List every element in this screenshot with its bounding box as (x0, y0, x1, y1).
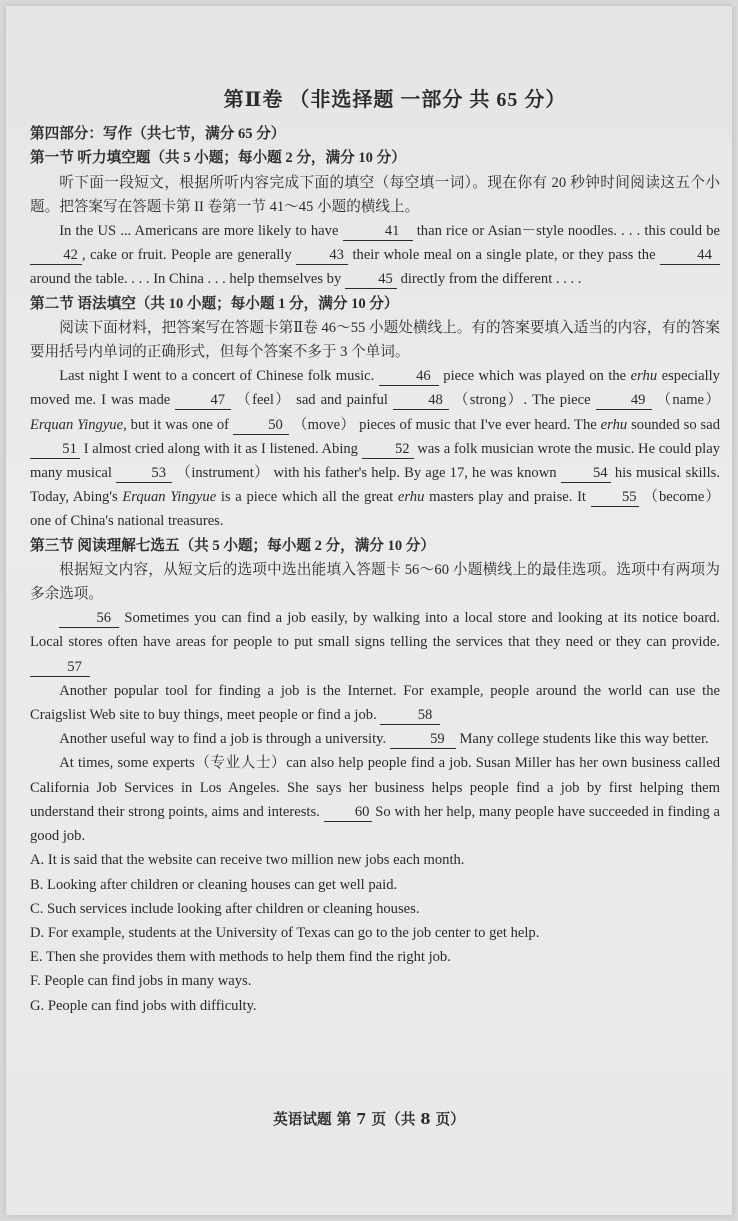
section2-passage (30, 364, 720, 533)
page-content (30, 88, 720, 1018)
blank-44[interactable]: 44 (660, 246, 720, 265)
blank-50[interactable]: 50 (233, 416, 289, 435)
blank-56[interactable]: 56 (59, 609, 119, 628)
blank-60[interactable]: 60 (324, 803, 372, 822)
passage-text: （instrument） with his father's help. By age 17, he was known (176, 465, 557, 482)
section2-instructions: 阅读下面材料，把答案写在答题卡第Ⅱ卷 46～55 小题处横线上。有的答案要填入适当的内容，有的答案要用括号内单词的正确形式，但每个答案不多于 3 个单词。 (30, 319, 720, 361)
passage-text: （move） pieces of music that I've ever heard. The (292, 416, 597, 433)
passage-text: I almost cried along with it as I listened. Abing (83, 440, 358, 457)
option-g[interactable]: G. People can find jobs with difficulty. (30, 997, 257, 1014)
passage-text: At times, some experts（专业人士）can also help people find a job. Susan Miller has her own business called California Job Services in Los Angeles. She says her business helps people find a job by first helping them understand their strong points, aims and interests. (30, 755, 720, 820)
section1-passage (30, 219, 720, 292)
blank-55[interactable]: 55 (591, 488, 639, 507)
section1-instructions: 听下面一段短文，根据所听内容完成下面的填空（每空填一词）。现在你有 20 秒钟时间阅读这五个小题。把答案写在答题卡第 II 卷第一节 41～45 小题的横线上。 (30, 174, 720, 215)
passage-text: （strong）. The piece (453, 392, 591, 409)
blank-54[interactable]: 54 (561, 464, 611, 483)
option-e[interactable]: E. Then she provides them with methods to help them find the right job. (30, 949, 451, 966)
blank-46[interactable]: 46 (379, 367, 439, 386)
section3-paragraph-1 (30, 606, 720, 679)
term-erhu: erhu (630, 368, 658, 385)
passage-text: around the table. . . . In China . . . help themselves by (30, 271, 342, 288)
option-a[interactable]: A. It is said that the website can receive two million new jobs each month. (30, 852, 465, 869)
passage-text: was a folk musician wrote the music. He could play many musical (30, 440, 720, 482)
blank-41[interactable]: 41 (343, 222, 413, 241)
passage-text: （feel） sad and painful (236, 392, 388, 409)
term-erhu: erhu (600, 416, 628, 433)
blank-53[interactable]: 53 (116, 464, 172, 483)
term-erquan-yingyue: Erquan Yingyue (30, 416, 124, 433)
blank-52[interactable]: 52 (362, 440, 414, 459)
part4-heading: 第四部分：写作（共七节，满分 65 分） (30, 126, 286, 143)
section3-paragraph-3 (30, 727, 720, 751)
passage-text: is a piece which all the great (220, 489, 394, 506)
options-list (30, 848, 720, 1017)
blank-49[interactable]: 49 (596, 391, 652, 410)
passage-text: than rice or Asian－style noodles. . . . this could be (416, 223, 721, 240)
page-footer: 英语试题 第 7 页（共 8 页） (273, 1111, 465, 1128)
passage-text: , cake or fruit. People are generally (82, 247, 292, 264)
blank-43[interactable]: 43 (296, 246, 348, 265)
option-f[interactable]: F. People can find jobs in many ways. (30, 973, 252, 990)
passage-text: So with her help, many people have succeeded in finding a good job. (30, 803, 720, 845)
passage-text: piece which was played on the (443, 368, 627, 385)
blank-58[interactable]: 58 (380, 706, 440, 725)
blank-57[interactable]: 57 (30, 658, 90, 677)
passage-text: Sometimes you can find a job easily, by walking into a local store and looking at its notice board. Local stores often have areas for people to put small signs telling the services that they need or they can provide. (30, 610, 720, 651)
blank-45[interactable]: 45 (345, 270, 397, 289)
passage-text: In the US ... Americans are more likely to have (59, 223, 339, 240)
passage-text: （name） (656, 392, 720, 409)
passage-text: Another useful way to find a job is through a university. (59, 731, 387, 748)
passage-text: masters play and praise. It (429, 489, 586, 506)
passage-text: （become） one of China's national treasures. (30, 489, 720, 530)
option-b[interactable]: B. Looking after children or cleaning houses can get well paid. (30, 876, 398, 893)
option-c[interactable]: C. Such services include looking after children or cleaning houses. (30, 900, 420, 917)
blank-47[interactable]: 47 (175, 391, 231, 410)
blank-48[interactable]: 48 (393, 391, 449, 410)
passage-text: especially moved me. I was made (30, 368, 720, 409)
option-d[interactable]: D. For example, students at the University of Texas can go to the job center to get help. (30, 924, 540, 941)
section3-instructions: 根据短文内容，从短文后的选项中选出能填入答题卡 56～60 小题横线上的最佳选项。选项中有两项为多余选项。 (30, 561, 720, 603)
passage-text: , but it was one of (123, 416, 229, 433)
section3-paragraph-2 (30, 679, 720, 727)
blank-51[interactable]: 51 (30, 440, 80, 459)
passage-text: their whole meal on a single plate, or they pass the (352, 247, 656, 264)
exam-page (6, 6, 732, 1215)
passage-text: Last night I went to a concert of Chinese folk music. (59, 368, 375, 385)
passage-text: Many college students like this way better. (459, 731, 709, 748)
blank-59[interactable]: 59 (390, 730, 456, 749)
section3-paragraph-4 (30, 751, 720, 848)
section1-heading: 第一节 听力填空题（共 5 小题；每小题 2 分，满分 10 分） (30, 150, 406, 167)
passage-text: Another popular tool for finding a job is the Internet. For example, people around the world can use the Craigslist Web site to buy things, meet people or find a job. (30, 682, 720, 724)
blank-42[interactable]: 42 (30, 246, 82, 265)
passage-text: sounded so sad (631, 416, 720, 433)
term-erhu: erhu (397, 489, 425, 506)
section2-heading: 第二节 语法填空（共 10 小题；每小题 1 分，满分 10 分） (30, 295, 399, 312)
passage-text: directly from the different . . . . (400, 271, 582, 288)
page-title: 第Ⅱ卷 （非选择题 一部分 共 65 分） (223, 89, 567, 111)
passage-text: his musical skills. Today, Abing's (30, 465, 720, 506)
term-erquan-yingyue: Erquan Yingyue (122, 489, 217, 506)
section3-heading: 第三节 阅读理解七选五（共 5 小题；每小题 2 分，满分 10 分） (30, 537, 435, 554)
